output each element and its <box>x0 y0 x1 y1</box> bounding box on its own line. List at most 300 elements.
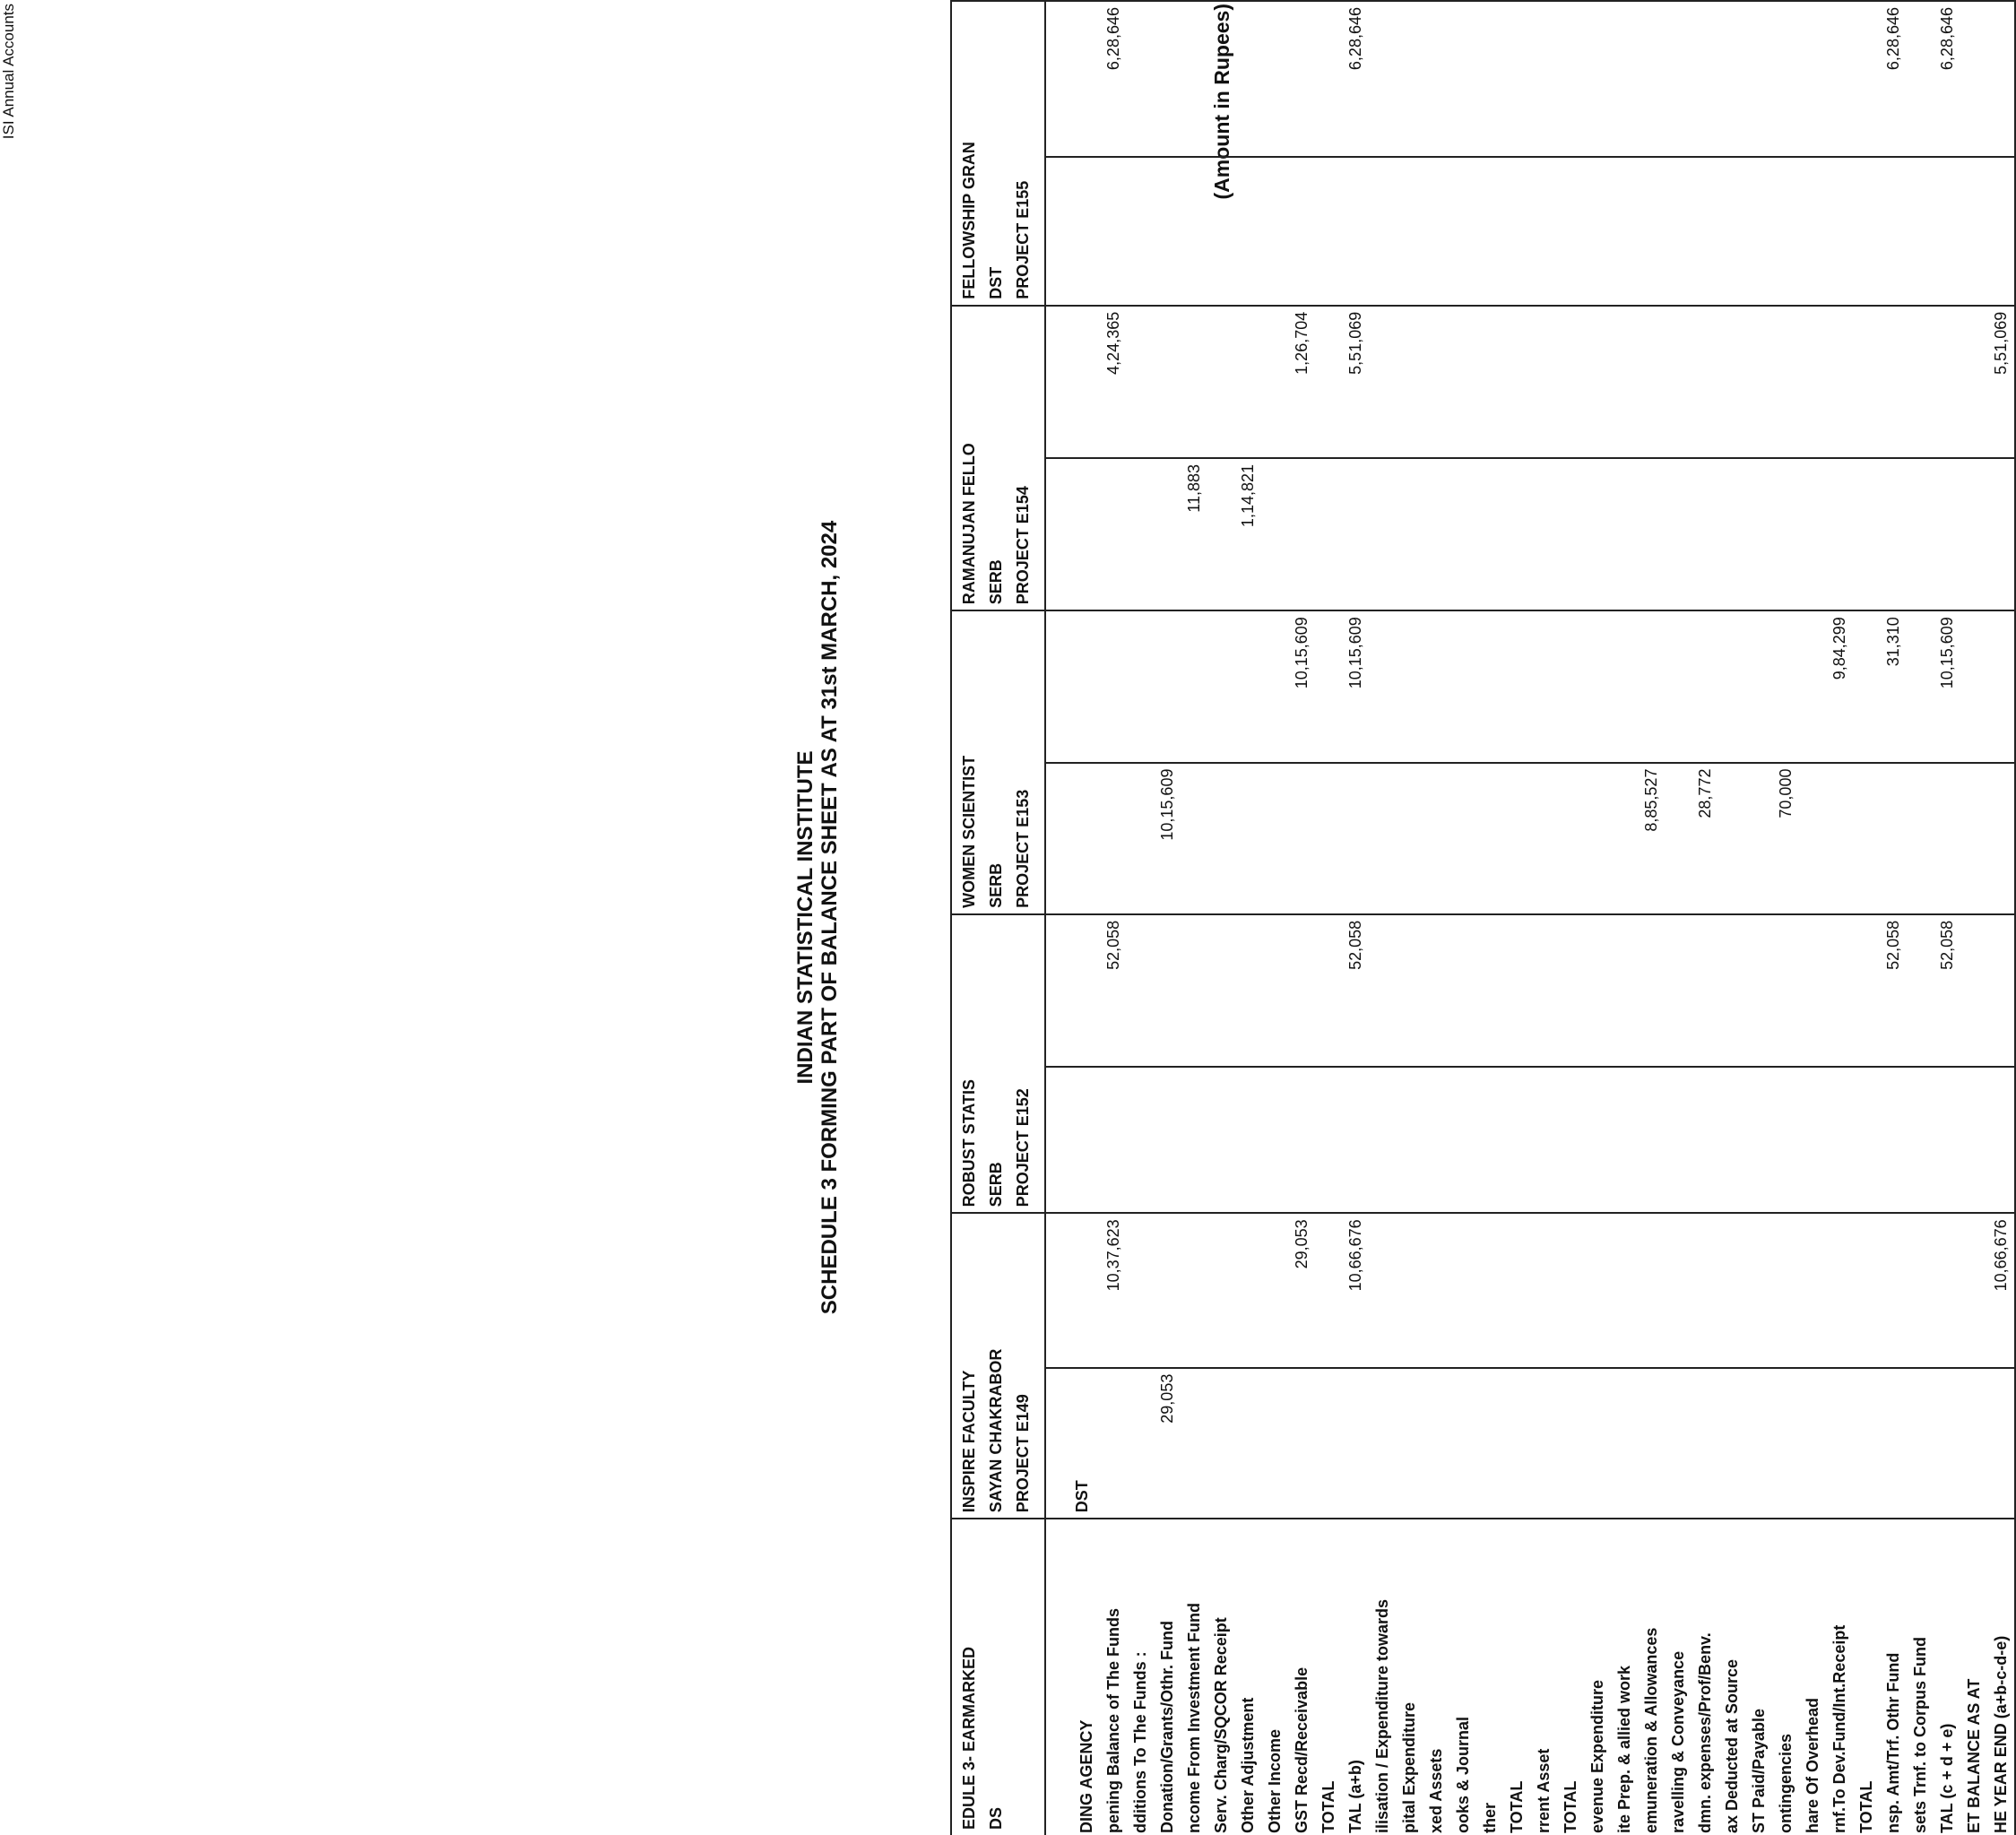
amount-value <box>1369 1369 1396 1519</box>
amount-value <box>1987 611 2014 761</box>
amount-value <box>1261 611 1288 761</box>
amount-value <box>1718 1068 1745 1212</box>
amount-value <box>1557 1068 1584 1212</box>
amount-value <box>1853 459 1880 610</box>
header-row <box>951 1 1045 1835</box>
amount-value <box>1692 307 1718 457</box>
amount-value <box>1907 307 1934 457</box>
amount-value <box>1449 611 1476 761</box>
amount-value <box>1449 1214 1476 1366</box>
amount-value <box>1880 1068 1907 1212</box>
row-label: dditions To The Funds : <box>1131 1651 1149 1833</box>
amount-value: 28,772 <box>1696 768 1714 818</box>
amount-value <box>1718 915 1745 1066</box>
row-label: ther <box>1481 1802 1499 1833</box>
amount-value: 6,28,646 <box>1346 7 1364 71</box>
amount-value <box>1665 459 1692 610</box>
amount-value <box>1369 764 1396 913</box>
amount-value <box>1476 1214 1503 1366</box>
amount-value <box>1369 158 1396 305</box>
amount-value <box>1154 1214 1181 1366</box>
row-label: TOTAL <box>1508 1780 1526 1833</box>
amount-value <box>1396 764 1423 913</box>
amount-value <box>1530 1068 1557 1212</box>
amount-value <box>1261 764 1288 913</box>
amount-value <box>1745 1068 1772 1212</box>
amount-value <box>1181 158 1207 305</box>
project-header-4: RAMANUJAN FELLO SERB PROJECT E154 <box>951 306 1045 610</box>
amount-value <box>1772 915 1799 1066</box>
amount-value <box>1100 764 1127 913</box>
amount-value <box>1960 1214 1987 1366</box>
row-label: ax Deducted at Source <box>1723 1658 1741 1833</box>
row-label: TAL (a+b) <box>1346 1760 1364 1833</box>
amount-value <box>1826 2 1853 156</box>
row-label: Other Income <box>1266 1728 1284 1833</box>
amount-value: 6,28,646 <box>1938 7 1956 71</box>
amount-value <box>1207 1369 1234 1519</box>
amount-value <box>1127 915 1154 1066</box>
amount-value <box>1853 611 1880 761</box>
amount-value <box>1611 459 1638 610</box>
amount-value <box>1234 307 1261 457</box>
p5-col2 <box>1045 1 2015 157</box>
amount-value: 10,66,676 <box>1346 1219 1364 1292</box>
amount-value <box>1772 1068 1799 1212</box>
amount-value <box>1315 1369 1342 1519</box>
amount-value <box>1584 307 1611 457</box>
amount-value <box>1449 764 1476 913</box>
p1-col2 <box>1045 1213 2015 1367</box>
amount-value <box>1826 1369 1853 1519</box>
amount-value <box>1127 1369 1154 1519</box>
amount-value <box>1638 1369 1665 1519</box>
row-label: emuneration & Allowances <box>1642 1627 1660 1833</box>
row-label: dmn. expenses/Prof/Benv. <box>1696 1632 1714 1833</box>
amount-value <box>1315 915 1342 1066</box>
amount-value: 1,26,704 <box>1293 311 1311 375</box>
amount-value <box>1907 158 1934 305</box>
amount-value: 52,058 <box>1104 920 1122 970</box>
amount-value <box>1288 459 1315 610</box>
amount-value <box>1396 915 1423 1066</box>
amount-value <box>1154 459 1181 610</box>
amount-value <box>1530 764 1557 913</box>
amount-value: 29,053 <box>1158 1373 1176 1424</box>
amount-value <box>1503 2 1530 156</box>
amount-value <box>1503 459 1530 610</box>
amount-value <box>1611 1369 1638 1519</box>
row-label: ooks & Journal <box>1454 1716 1472 1833</box>
amount-value <box>1288 1369 1315 1519</box>
amount-value: 4,24,365 <box>1104 311 1122 375</box>
amount-value <box>1154 915 1181 1066</box>
amount-value <box>1234 915 1261 1066</box>
amount-value <box>1611 1214 1638 1366</box>
amount-value <box>1584 915 1611 1066</box>
amount-value: 10,66,676 <box>1992 1219 2010 1292</box>
amount-value <box>1853 915 1880 1066</box>
row-label: ncome From Investment Fund <box>1185 1602 1203 1833</box>
amount-value <box>1234 2 1261 156</box>
amount-value <box>1960 2 1987 156</box>
amount-value <box>1692 1068 1718 1212</box>
amount-value <box>1772 2 1799 156</box>
amount-value <box>1154 1068 1181 1212</box>
amount-value <box>1127 611 1154 761</box>
amount-value <box>1853 764 1880 913</box>
amount-value <box>1584 764 1611 913</box>
amount-value <box>1369 459 1396 610</box>
amount-value <box>1880 1214 1907 1366</box>
row-label: ite Prep. & allied work <box>1615 1665 1633 1833</box>
amount-value: 9,84,299 <box>1830 617 1848 680</box>
amount-value <box>1127 459 1154 610</box>
amount-value <box>1718 1214 1745 1366</box>
amount-value <box>1530 2 1557 156</box>
amount-value <box>1476 459 1503 610</box>
amount-value <box>1611 611 1638 761</box>
amount-value <box>1476 307 1503 457</box>
row-label: Donation/Grants/Othr. Fund <box>1158 1621 1176 1833</box>
amount-value <box>1369 1068 1396 1212</box>
amount-value <box>1181 1369 1207 1519</box>
footer-label: ISI Annual Accounts <box>0 4 17 140</box>
amount-value <box>1476 915 1503 1066</box>
amount-value <box>1745 611 1772 761</box>
amount-value <box>1557 2 1584 156</box>
amount-value <box>1181 1214 1207 1366</box>
amount-value <box>1396 307 1423 457</box>
amount-value <box>1718 1369 1745 1519</box>
amount-value <box>1396 1214 1423 1366</box>
amount-value: 10,15,609 <box>1293 617 1311 689</box>
amount-value <box>1960 611 1987 761</box>
row-label-cell <box>1045 1519 2015 1835</box>
amount-value <box>1207 307 1234 457</box>
amount-value <box>1315 611 1342 761</box>
amount-value: 6,28,646 <box>1104 7 1122 71</box>
amount-value <box>1638 915 1665 1066</box>
amount-value <box>1880 158 1907 305</box>
amount-value <box>1853 158 1880 305</box>
amount-value <box>1503 158 1530 305</box>
p5-col1 <box>1045 157 2015 306</box>
amount-value <box>1261 1369 1288 1519</box>
schedule-label: EDULE 3- EARMARKED <box>960 1646 978 1830</box>
amount-value <box>1476 611 1503 761</box>
row-label: evenue Expenditure <box>1588 1679 1606 1833</box>
row-label: TOTAL <box>1319 1780 1337 1833</box>
amount-value <box>1557 611 1584 761</box>
amount-value <box>1745 915 1772 1066</box>
amount-value: 1,14,821 <box>1239 463 1257 528</box>
amount-value: 5,51,069 <box>1346 311 1364 375</box>
amount-value <box>1826 1214 1853 1366</box>
row-label: ET BALANCE AS AT <box>1965 1678 1983 1833</box>
amount-value <box>1960 158 1987 305</box>
amount-value <box>1503 307 1530 457</box>
amount-value <box>1288 764 1315 913</box>
row-label: sets Trnf. to Corpus Fund <box>1911 1637 1929 1833</box>
amount-value <box>1530 307 1557 457</box>
amount-value <box>1638 611 1665 761</box>
amount-value <box>1557 459 1584 610</box>
amount-value <box>1799 307 1826 457</box>
amount-value <box>1745 158 1772 305</box>
amount-value <box>1449 459 1476 610</box>
amount-value <box>1934 459 1960 610</box>
amount-value <box>1530 158 1557 305</box>
amount-value <box>1530 915 1557 1066</box>
amount-value <box>1611 2 1638 156</box>
amount-value <box>1584 459 1611 610</box>
amount-value: 10,15,609 <box>1938 617 1956 689</box>
amount-value <box>1154 611 1181 761</box>
p3-col2 <box>1045 610 2015 762</box>
amount-value <box>1476 764 1503 913</box>
amount-value <box>1396 1068 1423 1212</box>
amount-value: 10,15,609 <box>1346 617 1364 689</box>
amount-value <box>1718 2 1745 156</box>
amount-value <box>1207 1068 1234 1212</box>
amount-value: 5,51,069 <box>1992 311 2010 375</box>
amount-value <box>1584 158 1611 305</box>
amount-value <box>1692 2 1718 156</box>
amount-value <box>1423 2 1449 156</box>
amount-value <box>1907 1369 1934 1519</box>
p2-col1 <box>1045 1067 2015 1213</box>
row-label: nsp. Amt/Trf. Othr Fund <box>1884 1652 1902 1833</box>
amount-value <box>1261 1068 1288 1212</box>
amount-value <box>1127 1214 1154 1366</box>
amount-value <box>1745 1369 1772 1519</box>
amount-value <box>1638 459 1665 610</box>
amount-value <box>1772 611 1799 761</box>
amount-value <box>1100 158 1127 305</box>
amount-value <box>1342 1068 1369 1212</box>
amount-value <box>1745 2 1772 156</box>
amount-value <box>1234 1068 1261 1212</box>
amount-value <box>1530 1369 1557 1519</box>
amount-value <box>1476 1369 1503 1519</box>
amount-value <box>1638 1214 1665 1366</box>
amount-value <box>1530 1214 1557 1366</box>
amount-value <box>1503 764 1530 913</box>
amount-value <box>1745 307 1772 457</box>
amount-value <box>1880 307 1907 457</box>
amount-value <box>1423 459 1449 610</box>
amount-value <box>1207 2 1234 156</box>
amount-value <box>1692 1369 1718 1519</box>
amount-value <box>1692 158 1718 305</box>
amount-value <box>1611 307 1638 457</box>
amount-value <box>1665 1214 1692 1366</box>
amount-value <box>1234 1369 1261 1519</box>
amount-value <box>1692 1214 1718 1366</box>
row-label: GST Recd/Receivable <box>1293 1666 1311 1833</box>
amount-value <box>1476 1068 1503 1212</box>
amount-value <box>1207 915 1234 1066</box>
amount-value <box>1799 158 1826 305</box>
amount-value <box>1315 307 1342 457</box>
amount-value <box>1880 1369 1907 1519</box>
amount-value <box>1638 158 1665 305</box>
amount-value <box>1826 459 1853 610</box>
p4-col2 <box>1045 306 2015 458</box>
amount-value <box>1315 2 1342 156</box>
p4-col1 <box>1045 458 2015 610</box>
amount-value <box>1718 764 1745 913</box>
amount-value <box>1584 1214 1611 1366</box>
amount-value <box>1665 2 1692 156</box>
p1-col1: DST 29,053 <box>1045 1368 2015 1519</box>
row-label: ilisation / Expenditure towards <box>1373 1598 1391 1833</box>
amount-value <box>1369 2 1396 156</box>
amount-value <box>1127 764 1154 913</box>
amount-value <box>1799 764 1826 913</box>
amount-value <box>1449 915 1476 1066</box>
amount-value <box>1127 1068 1154 1212</box>
amount-value: 52,058 <box>1938 920 1956 970</box>
amount-value <box>1423 158 1449 305</box>
amount-value <box>1449 1068 1476 1212</box>
amount-value <box>1127 307 1154 457</box>
amount-value <box>1826 915 1853 1066</box>
amount-value <box>1584 611 1611 761</box>
amount-value <box>1960 764 1987 913</box>
amount-value <box>1665 1068 1692 1212</box>
amount-value <box>1288 158 1315 305</box>
amount-value <box>1503 1068 1530 1212</box>
amount-value <box>1987 764 2014 913</box>
amount-value <box>1907 459 1934 610</box>
amount-value <box>1396 1369 1423 1519</box>
row-label: pening Balance of The Funds <box>1104 1607 1122 1833</box>
amount-value <box>1557 1214 1584 1366</box>
amount-value <box>1907 764 1934 913</box>
amount-value <box>1611 764 1638 913</box>
amount-value <box>1853 1369 1880 1519</box>
amount-value <box>1530 611 1557 761</box>
row-label: rnf.To Dev.Fund/Int.Receipt <box>1830 1624 1848 1833</box>
amount-value <box>1987 459 2014 610</box>
amount-value <box>1907 915 1934 1066</box>
amount-value <box>1234 158 1261 305</box>
amount-value <box>1261 158 1288 305</box>
amount-value <box>1960 1068 1987 1212</box>
amount-value <box>1557 158 1584 305</box>
amount-value <box>1127 158 1154 305</box>
row-label: hare Of Overhead <box>1804 1697 1821 1833</box>
project-header-5: FELLOWSHIP GRAN DST PROJECT E155 <box>951 1 1045 306</box>
amount-value <box>1934 307 1960 457</box>
amount-value <box>1207 764 1234 913</box>
amount-value <box>1934 1214 1960 1366</box>
row-label: Other Adjustment <box>1239 1697 1257 1833</box>
amount-value <box>1665 915 1692 1066</box>
amount-value <box>1960 307 1987 457</box>
amount-value <box>1100 611 1127 761</box>
amount-value <box>1960 459 1987 610</box>
amount-value <box>1261 1214 1288 1366</box>
amount-value <box>1826 307 1853 457</box>
row-label: ontingencies <box>1777 1733 1795 1833</box>
amount-value <box>1584 2 1611 156</box>
amount-value <box>1718 307 1745 457</box>
amount-value <box>1449 1369 1476 1519</box>
amount-value <box>1396 2 1423 156</box>
amount-value <box>1503 915 1530 1066</box>
institute-title: INDIAN STATISTICAL INSTITUTE <box>793 750 818 1085</box>
amount-value <box>1207 158 1234 305</box>
amount-value <box>1934 158 1960 305</box>
amount-value <box>1638 307 1665 457</box>
amount-value <box>1745 764 1772 913</box>
amount-value <box>1665 764 1692 913</box>
row-label: ravelling & Conveyance <box>1669 1650 1687 1833</box>
amount-value <box>1745 459 1772 610</box>
amount-value <box>1315 1068 1342 1212</box>
amount-value <box>1369 307 1396 457</box>
amount-value <box>1557 307 1584 457</box>
amount-value <box>1342 1369 1369 1519</box>
amount-value <box>1503 611 1530 761</box>
amount-value: 8,85,527 <box>1642 768 1660 832</box>
agency-label: DING AGENCY <box>1077 1719 1095 1833</box>
amount-value <box>1745 1214 1772 1366</box>
amount-value <box>1449 2 1476 156</box>
amount-value: 70,000 <box>1777 768 1795 818</box>
amount-value <box>1799 1214 1826 1366</box>
amount-value <box>1772 1369 1799 1519</box>
amount-value <box>1799 915 1826 1066</box>
amount-value <box>1611 915 1638 1066</box>
amount-value <box>1288 915 1315 1066</box>
amount-value: 10,15,609 <box>1158 768 1176 841</box>
row-label: rrent Asset <box>1535 1748 1553 1833</box>
amount-value <box>1181 307 1207 457</box>
amount-value <box>1100 459 1127 610</box>
amount-value <box>1423 915 1449 1066</box>
amount-value <box>1907 2 1934 156</box>
amount-value <box>1772 1214 1799 1366</box>
amount-value <box>1396 158 1423 305</box>
amount-value <box>1880 764 1907 913</box>
amount-value <box>1234 611 1261 761</box>
amount-value <box>1799 2 1826 156</box>
amount-value <box>1423 1068 1449 1212</box>
p2-col2 <box>1045 914 2015 1067</box>
amount-value <box>1476 158 1503 305</box>
amount-value <box>1907 1214 1934 1366</box>
amount-value <box>1826 764 1853 913</box>
row-label: ST Paid/Payable <box>1750 1708 1768 1833</box>
amount-value <box>1207 1214 1234 1366</box>
amount-value <box>1826 158 1853 305</box>
amount-value <box>1315 459 1342 610</box>
amount-value <box>1396 611 1423 761</box>
amount-value <box>1584 1369 1611 1519</box>
amount-value <box>1853 2 1880 156</box>
label-header-cell <box>951 1519 1045 1835</box>
amount-value <box>1987 2 2014 156</box>
amount-value <box>1423 1214 1449 1366</box>
amount-value <box>1638 1068 1665 1212</box>
amount-value <box>1261 2 1288 156</box>
amount-value <box>1853 1214 1880 1366</box>
amount-value: 52,058 <box>1884 920 1902 970</box>
